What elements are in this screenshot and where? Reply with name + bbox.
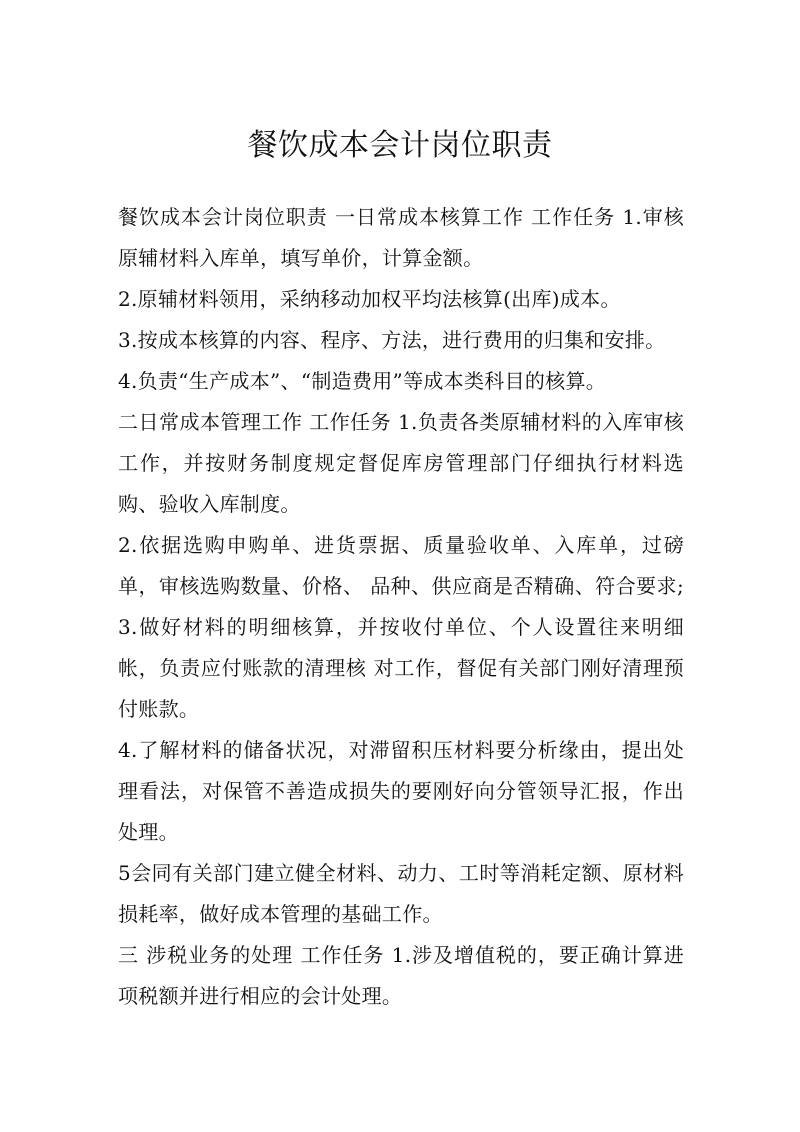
paragraph-consumption-quotas: 5会同有关部门建立健全材料、动力、工时等消耗定额、原材料损耗率，做好成本管理的基础工作。 [118, 861, 684, 926]
paragraph-daily-cost-accounting: 餐饮成本会计岗位职责 一日常成本核算工作 工作任务 1.审核原辅材料入库单，填写单价，计算金额。 [118, 205, 684, 270]
paragraph-tax-handling: 三 涉税业务的处理 工作任务 1.涉及增值税的，要正确计算进项税额并进行相应的会计处理。 [118, 943, 684, 1008]
paragraph-daily-cost-management: 二日常成本管理工作 工作任务 1.负责各类原辅材料的入库审核工作，并按财务制度规定督促库房管理部门仔细执行材料选购、验收入库制度。 [118, 410, 684, 516]
paragraph-purchase-review: 2.依据选购申购单、进货票据、质量验收单、入库单，过磅单，审核选购数量、价格、 品种、供应商是否精确、符合要求; 3.做好材料的明细核算，并按收付单位、个人设置往来明细帐，负责应付账款的清理核 对工作，督促有关部门刚好清理预付账款。 [118, 533, 684, 721]
paragraph-cost-accounts: 4.负责“生产成本”、“制造费用”等成本类科目的核算。 [118, 369, 607, 393]
paragraph-cost-allocation: 3.按成本核算的内容、程序、方法，进行费用的归集和安排。 [118, 328, 666, 352]
paragraph-material-issue: 2.原辅材料领用，采纳移动加权平均法核算(出库)成本。 [118, 287, 621, 311]
document-title: 餐饮成本会计岗位职责 [247, 128, 553, 163]
paragraph-inventory-status: 4.了解材料的储备状况，对滞留积压材料要分析缘由，提出处理看法，对保管不善造成损失的要刚好向分管领导汇报，作出处理。 [118, 738, 684, 844]
document-body [118, 197, 684, 1017]
